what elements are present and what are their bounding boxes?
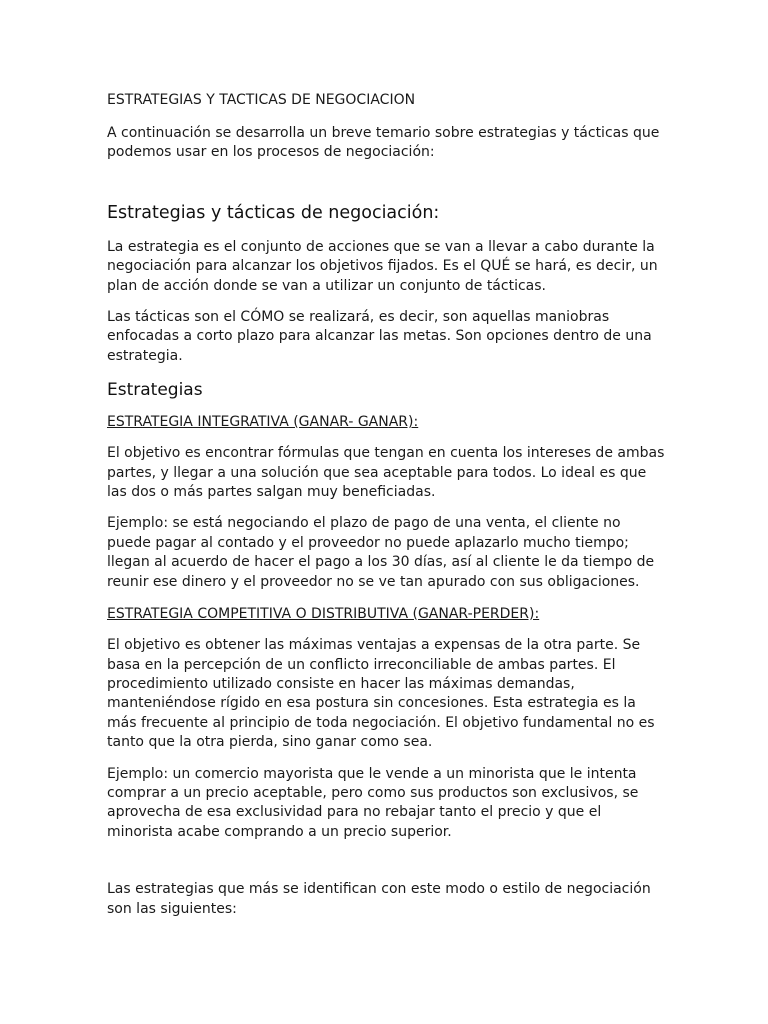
document-title: ESTRATEGIAS Y TACTICAS DE NEGOCIACION: [107, 92, 416, 108]
strategy-definition: La estrategia es el conjunto de acciones que se van a llevar a cabo durante la negociación para alcanzar los objetivos fijados. Es el QUÉ se hará, es decir, un plan de acción donde se van a utilizar un conjunto de tácticas.: [107, 238, 658, 294]
document-page: [107, 90, 667, 931]
intro-paragraph: A continuación se desarrolla un breve temario sobre estrategias y tácticas que podemos usar en los procesos de negociación:: [107, 125, 660, 161]
integrative-example: Ejemplo: se está negociando el plazo de pago de una venta, el cliente no puede pagar al contado y el proveedor no puede aplazarlo mucho tiempo; llegan al acuerdo de hacer el pago a los 30 días, así al cliente le da tiempo de reunir ese dinero y el proveedor no se ve tan apurado con sus obligaciones.: [107, 515, 655, 590]
main-heading: Estrategias y tácticas de negociación:: [107, 202, 440, 223]
competitive-objective: El objetivo es obtener las máximas ventajas a expensas de la otra parte. Se basa en la percepción de un conflicto irreconciliable de ambas partes. El procedimiento utilizado consiste en hacer las máximas demandas, manteniéndose rígido en esa postura sin concesiones. Esta estrategia es la más frecuente al principio de toda negociación. El objetivo fundamental no es tanto que la otra pierda, sino ganar como sea.: [107, 637, 655, 751]
tactics-definition: Las tácticas son el CÓMO se realizará, es decir, son aquellas maniobras enfocadas a corto plazo para alcanzar las metas. Son opciones dentro de una estrategia.: [107, 309, 652, 364]
integrative-objective: El objetivo es encontrar fórmulas que tengan en cuenta los intereses de ambas partes, y llegar a una solución que sea aceptable para todos. Lo ideal es que las dos o más partes salgan muy beneficiadas.: [107, 445, 665, 501]
spacer: [107, 854, 667, 880]
integrative-heading: ESTRATEGIA INTEGRATIVA (GANAR- GANAR):: [107, 414, 419, 431]
competitive-heading: ESTRATEGIA COMPETITIVA O DISTRIBUTIVA (GANAR-PERDER):: [107, 606, 540, 623]
strategies-heading: Estrategias: [107, 380, 203, 401]
closing-paragraph: Las estrategias que más se identifican con este modo o estilo de negociación son las siguientes:: [107, 881, 651, 917]
competitive-example: Ejemplo: un comercio mayorista que le vende a un minorista que le intenta comprar a un precio aceptable, pero como sus productos son exclusivos, se aprovecha de esa exclusividad para no rebajar tanto el precio y que el minorista acabe comprando a un precio superior.: [107, 765, 639, 840]
